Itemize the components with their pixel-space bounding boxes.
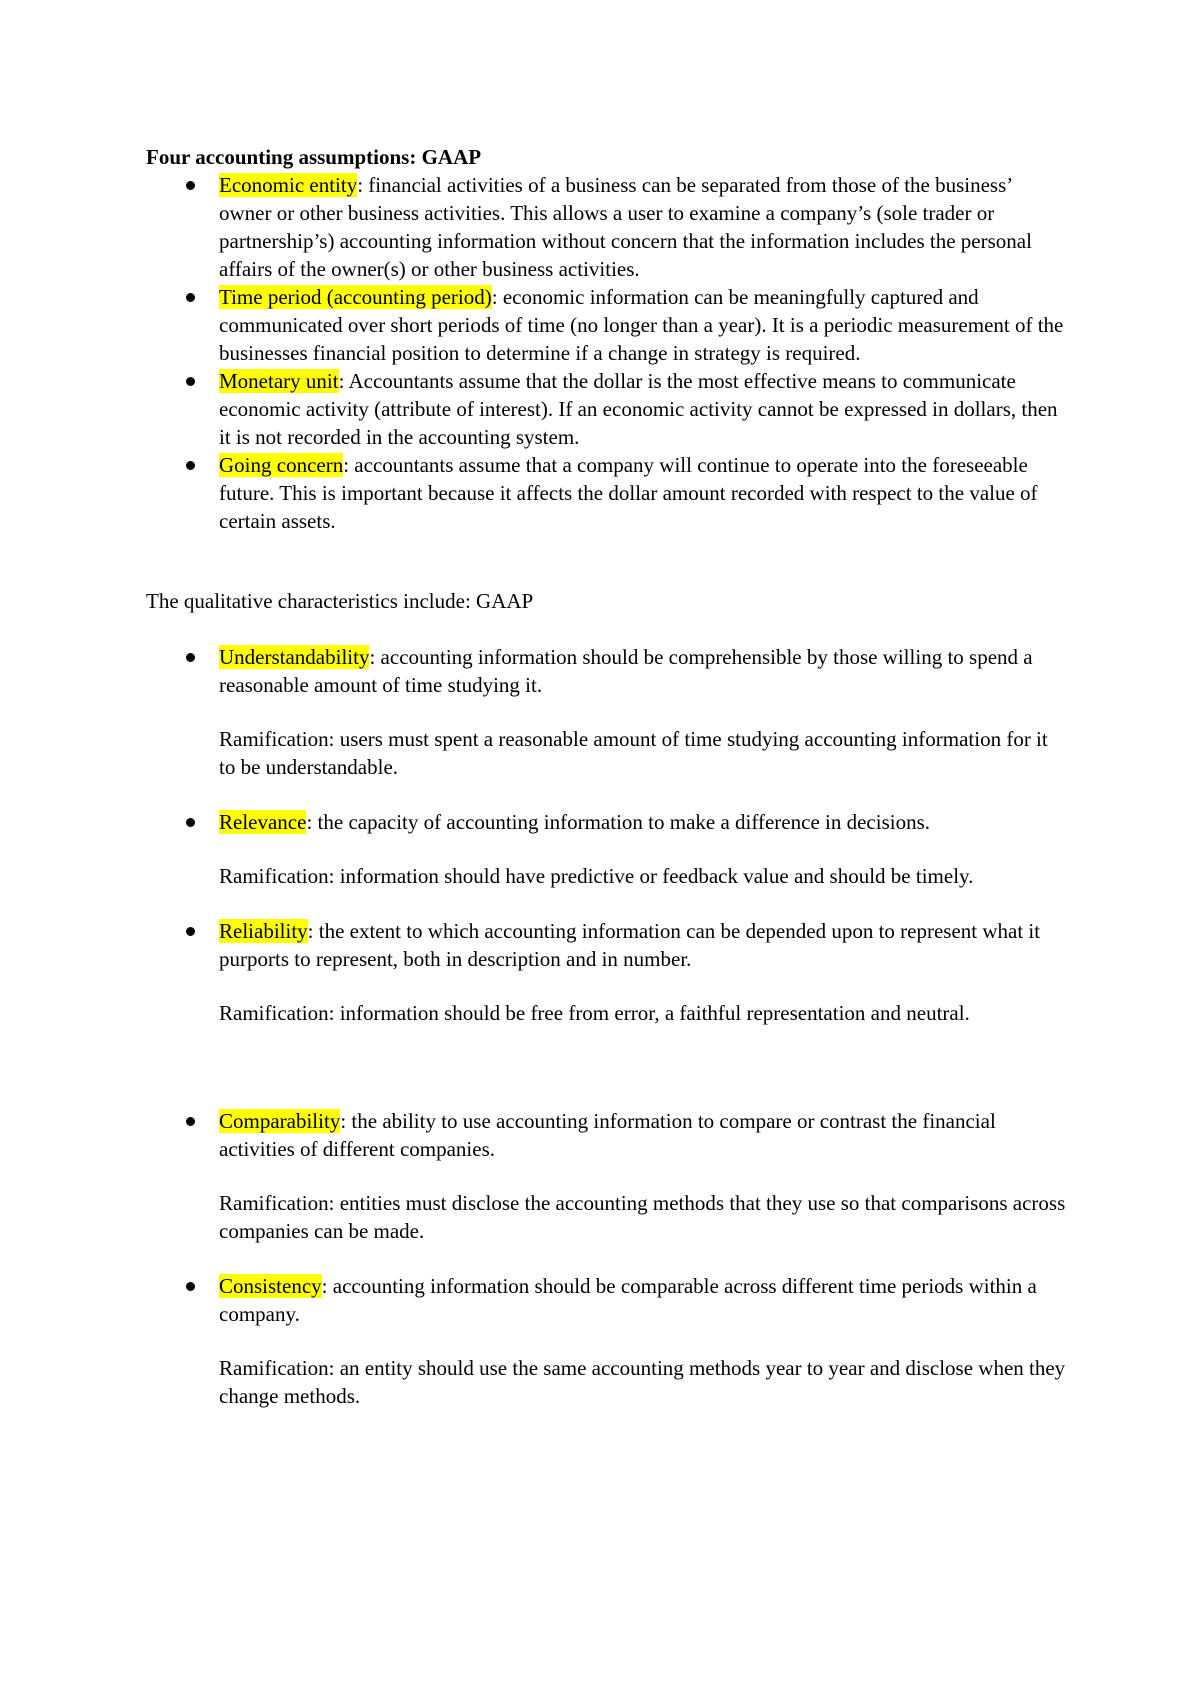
qualitative-term: Relevance [219, 810, 307, 834]
qualitative-item-understandability [146, 643, 1066, 781]
assumption-term: Monetary unit [219, 369, 339, 393]
qualitative-text: : accounting information should be comprehensible by those willing to spend a reasonable amount of time studying it. [219, 645, 1033, 697]
assumption-item-monetary-unit [146, 367, 1066, 451]
qualitative-item-relevance [146, 808, 1066, 890]
assumption-text: : economic information can be meaningfully captured and communicated over short periods of time (no longer than a year). It is a periodic measurement of the businesses financial position to determine if a change in strategy is required. [219, 285, 1064, 365]
qualitative-term: Reliability [219, 919, 308, 943]
ramification-text: Ramification: information should be free from error, a faithful representation and neutral. [219, 1001, 970, 1025]
ramification-text: Ramification: information should have predictive or feedback value and should be timely. [219, 864, 974, 888]
bullet-icon [186, 377, 195, 386]
assumption-item-economic-entity [146, 171, 1066, 283]
assumption-text: : financial activities of a business can be separated from those of the business’ owner or other business activities. This allows a user to examine a company’s (sole trader or partnership’s) accounting information without concern that the information includes the personal affairs of the owner(s) or other business activities. [219, 173, 1032, 281]
assumptions-list [146, 171, 1066, 535]
assumption-term: Going concern [219, 453, 344, 477]
paragraph-spacer [219, 973, 1066, 999]
paragraph-spacer [219, 1328, 1066, 1354]
paragraph-spacer [219, 1163, 1066, 1189]
section-spacer [146, 535, 1066, 587]
bullet-icon [186, 653, 195, 662]
qualitative-item-comparability [146, 1107, 1066, 1245]
assumption-term: Economic entity [219, 173, 358, 197]
assumption-text: : accountants assume that a company will continue to operate into the foreseeable future. This is important because it affects the dollar amount recorded with respect to the value of certain assets. [219, 453, 1038, 533]
paragraph-spacer [219, 699, 1066, 725]
bullet-icon [186, 461, 195, 470]
qualitative-term: Consistency [219, 1274, 322, 1298]
qualitative-heading: The qualitative characteristics include: GAAP [146, 589, 534, 613]
ramification-text: Ramification: users must spent a reasonable amount of time studying accounting information for it to be understandable. [219, 727, 1048, 779]
qualitative-item-consistency [146, 1272, 1066, 1410]
section-spacer [146, 615, 1066, 643]
ramification-text: Ramification: entities must disclose the accounting methods that they use so that comparisons across companies can be made. [219, 1191, 1066, 1243]
qualitative-text: : the ability to use accounting information to compare or contrast the financial activities of different companies. [219, 1109, 996, 1161]
qualitative-item-reliability [146, 917, 1066, 1027]
qualitative-text: : accounting information should be comparable across different time periods within a company. [219, 1274, 1037, 1326]
bullet-icon [186, 181, 195, 190]
bullet-icon [186, 927, 195, 936]
qualitative-text: : the capacity of accounting information to make a difference in decisions. [306, 810, 931, 834]
assumption-term: Time period (accounting period) [219, 285, 492, 309]
assumptions-heading: Four accounting assumptions: GAAP [146, 145, 482, 169]
qualitative-text: : the extent to which accounting information can be depended upon to represent what it purports to represent, both in description and in number. [219, 919, 1041, 971]
bullet-icon [186, 1117, 195, 1126]
bullet-icon [186, 818, 195, 827]
bullet-icon [186, 1282, 195, 1291]
assumption-item-going-concern [146, 451, 1066, 535]
paragraph-spacer [219, 836, 1066, 862]
qualitative-term: Comparability [219, 1109, 341, 1133]
bullet-icon [186, 293, 195, 302]
ramification-text: Ramification: an entity should use the same accounting methods year to year and disclose when they change methods. [219, 1356, 1066, 1408]
assumption-text: : Accountants assume that the dollar is the most effective means to communicate economic activity (attribute of interest). If an economic activity cannot be expressed in dollars, then it is not recorded in the accounting system. [219, 369, 1058, 449]
qualitative-term: Understandability [219, 645, 370, 669]
qualitative-list [146, 643, 1066, 1410]
assumption-item-time-period [146, 283, 1066, 367]
document-body [146, 143, 1066, 1410]
